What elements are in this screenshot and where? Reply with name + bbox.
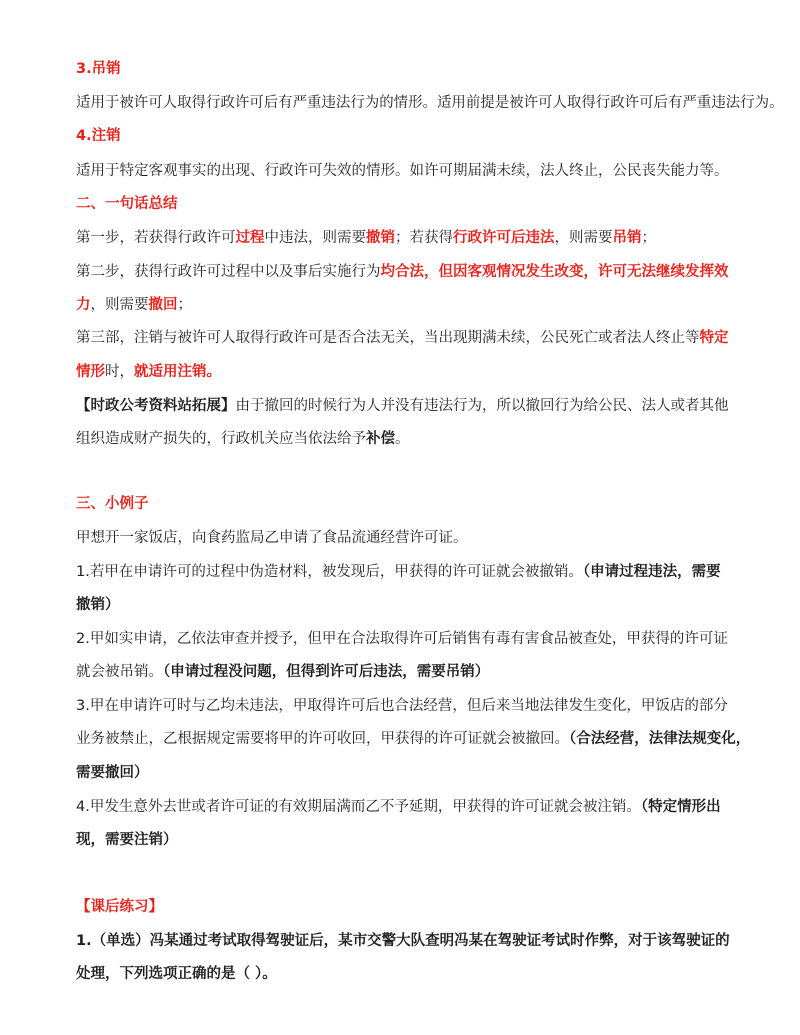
step3-text-2: 时， [105,364,134,380]
note-bold-compensation: 补偿 [366,431,395,447]
step2-highlight-change: 客观情况发生改变，许可无法继续发挥效 [467,264,729,280]
exercise-question1-line1: 1.（单选）冯某通过考试取得驾驶证后，某市交警大队查明冯某在驾驶证考试时作弊，对于该驾驶证的 [76,933,730,949]
example1-line2: 撤销） [76,597,120,613]
step1-text-5: ； [641,230,656,246]
step3-highlight-specific: 特定 [699,330,729,346]
step1-text-2: 中违法，则需要 [264,230,366,246]
step2-highlight-li: 力 [76,297,91,313]
summary-heading: 二、一句话总结 [76,196,178,212]
step1-highlight-after: 行政许可后违法 [453,230,555,246]
step1-text-4: ，则需要 [554,230,613,246]
example3-line1: 3.甲在申请许可时与乙均未违法，甲取得许可后也合法经营，但后来当地法律发生变化，甲饭店的部分 [76,698,728,714]
example2-text-2: 就会被吊销。 [76,664,163,680]
step1-text-1: 第一步，若获得行政许可 [76,230,236,246]
examples-intro: 甲想开一家饭店，向食药监局乙申请了食品流通经营许可证。 [76,530,468,546]
step2-highlight-legal: 均合法，但因 [380,264,468,280]
note-tag: 【时政公考资料站拓展】 [76,398,236,414]
section-desc-cancel: 适用于特定客观事实的出现、行政许可失效的情形。如许可期届满未续，法人终止，公民丧失能力等。 [76,163,729,179]
example3-line2 [76,728,750,750]
step1-highlight-rescind: 撤销 [366,230,395,246]
examples-heading: 三、小例子 [76,496,149,512]
example4-line2: 现，需要注销） [76,832,178,848]
note-line2 [76,428,410,450]
step3-highlight-situation: 情形 [76,364,105,380]
step1-highlight-process: 过程 [235,230,265,246]
example4-line1 [76,796,721,818]
note-line1 [76,395,729,417]
step2-text-1: 第二步，获得行政许可过程中以及事后实施行为 [76,264,381,280]
section-desc-revoke: 适用于被许可人取得行政许可后有严重违法行为的情形。适用前提是被许可人取得行政许可后有严重违法行为。 [76,95,784,111]
example1-text: 1.若甲在申请许可的过程中伪造材料，被发现后，甲获得的许可证就会被撤销。 [76,564,583,580]
summary-step2-line1 [76,261,729,283]
example1-line1 [76,561,721,583]
example4-text: 4.甲发生意外去世或者许可证的有效期届满而乙不予延期，甲获得的许可证就会被注销。 [76,799,641,815]
step3-text-1: 第三部，注销与被许可人取得行政许可是否合法无关，当出现期满未续，公民死亡或者法人终止等 [76,330,700,346]
exercise-heading: 【课后练习】 [76,899,163,915]
section-title-revoke: 3.吊销 [76,61,121,77]
step1-text-3: ；若获得 [395,230,453,246]
example2-line1: 2.甲如实申请，乙依法审查并授予，但甲在合法取得许可后销售有毒有害食品被查处，甲获得的许可证 [76,631,728,647]
summary-step3-line1 [76,327,729,349]
example4-bold-1: （特定情形出 [640,799,721,815]
example3-line3: 需要撤回） [76,765,149,781]
step3-highlight-cancel: 就适用注销。 [134,364,221,380]
note-text-1: 由于撤回的时候行为人并没有违法行为，所以撤回行为给公民、法人或者其他 [235,398,729,414]
example2-bold: （申请过程没问题，但得到许可后违法，需要吊销） [163,664,490,680]
exercise-question1-line2: 处理，下列选项正确的是（ ）。 [76,966,277,982]
summary-step3-line2 [76,361,221,383]
example3-text-2: 业务被禁止，乙根据规定需要将甲的许可收回，甲获得的许可证就会被撤回。 [76,731,569,747]
summary-step2-line2 [76,294,192,316]
section-title-cancel: 4.注销 [76,128,121,144]
example2-line2 [76,661,489,683]
step2-text-3: ； [177,297,192,313]
step2-text-2: ，则需要 [90,297,149,313]
step2-highlight-withdraw: 撤回 [148,297,178,313]
example3-bold-1: （合法经营，法律法规变化， [569,731,751,747]
note-text-2: 组织造成财产损失的，行政机关应当依法给予 [76,431,366,447]
example1-bold-1: （申请过程违法，需要 [582,564,721,580]
note-text-3: 。 [395,431,410,447]
step1-highlight-revoke: 吊销 [612,230,642,246]
summary-step1 [76,227,656,249]
